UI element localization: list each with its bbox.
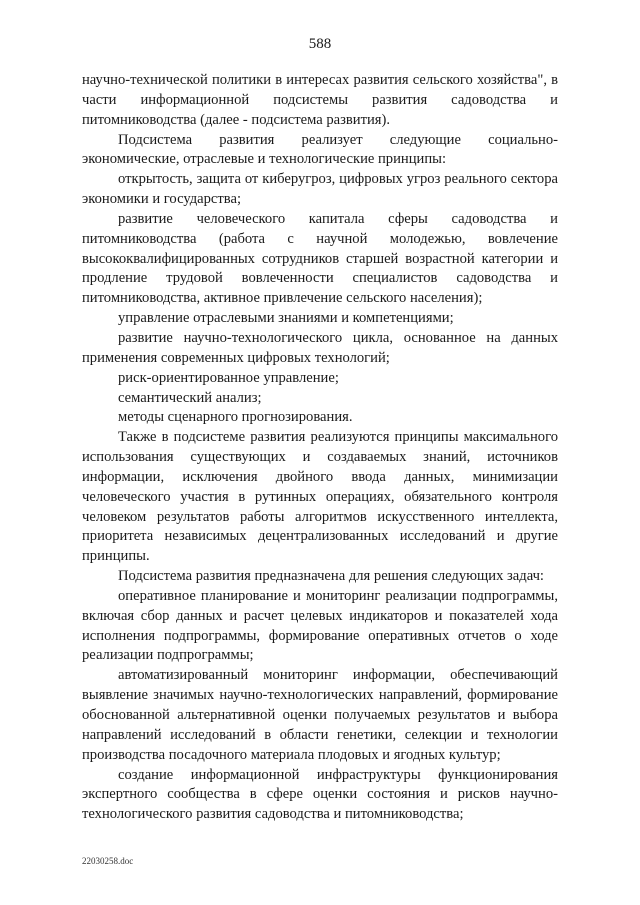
paragraph: научно-технической политики в интересах развития сельского хозяйства", в части информационной подсистемы развития садоводства и питомниководства (далее - подсистема развития). xyxy=(82,72,558,128)
paragraph: методы сценарного прогнозирования. xyxy=(118,409,353,426)
paragraph: семантический анализ; xyxy=(118,389,262,406)
paragraph: управление отраслевыми знаниями и компетенциями; xyxy=(118,310,454,327)
document-body xyxy=(82,71,558,825)
paragraph: Также в подсистеме развития реализуются принципы максимального использования существующих и создаваемых знаний, источников информации, исключения двойного ввода данных, минимизации человеческого участия в рутинных операциях, обязательного контроля человеком результатов работы алгоритмов искусственного интеллекта, приоритета независимых децентрализованных исследований и другие принципы. xyxy=(82,429,558,565)
page-number: 588 xyxy=(308,36,332,52)
paragraph: создание информационной инфраструктуры функционирования экспертного сообщества в сфере оценки состояния и рисков научно-технологического развития садоводства и питомниководства; xyxy=(82,766,558,823)
paragraph: оперативное планирование и мониторинг реализации подпрограммы, включая сбор данных и расчет целевых индикаторов и показателей хода исполнения подпрограммы, формирование оперативных отчетов о ходе реализации подпрограммы; xyxy=(82,587,558,664)
paragraph: Подсистема развития реализует следующие социально-экономические, отраслевые и технологические принципы: xyxy=(82,131,558,168)
paragraph: автоматизированный мониторинг информации, обеспечивающий выявление значимых научно-технологических направлений, формирование обоснованной альтернативной оценки получаемых результатов и выбора направлений исследований в области генетики, селекции и технологии производства посадочного материала плодовых и ягодных культур; xyxy=(82,667,558,763)
file-name-footer: 22030258.doc xyxy=(82,856,134,866)
paragraph: открытость, защита от киберугроз, цифровых угроз реального сектора экономики и государства; xyxy=(82,171,558,208)
paragraph: риск-ориентированное управление; xyxy=(118,369,339,386)
paragraph: развитие научно-технологического цикла, основанное на данных применения современных цифровых технологий; xyxy=(82,329,558,366)
paragraph: Подсистема развития предназначена для решения следующих задач: xyxy=(118,568,544,585)
paragraph: развитие человеческого капитала сферы садоводства и питомниководства (работа с научной молодежью, вовлечение высококвалифицированных сотрудников старшей возрастной категории и продление трудовой вовлеченности специалистов садоводства и питомниководства, активное привлечение сельского населения); xyxy=(82,210,558,307)
